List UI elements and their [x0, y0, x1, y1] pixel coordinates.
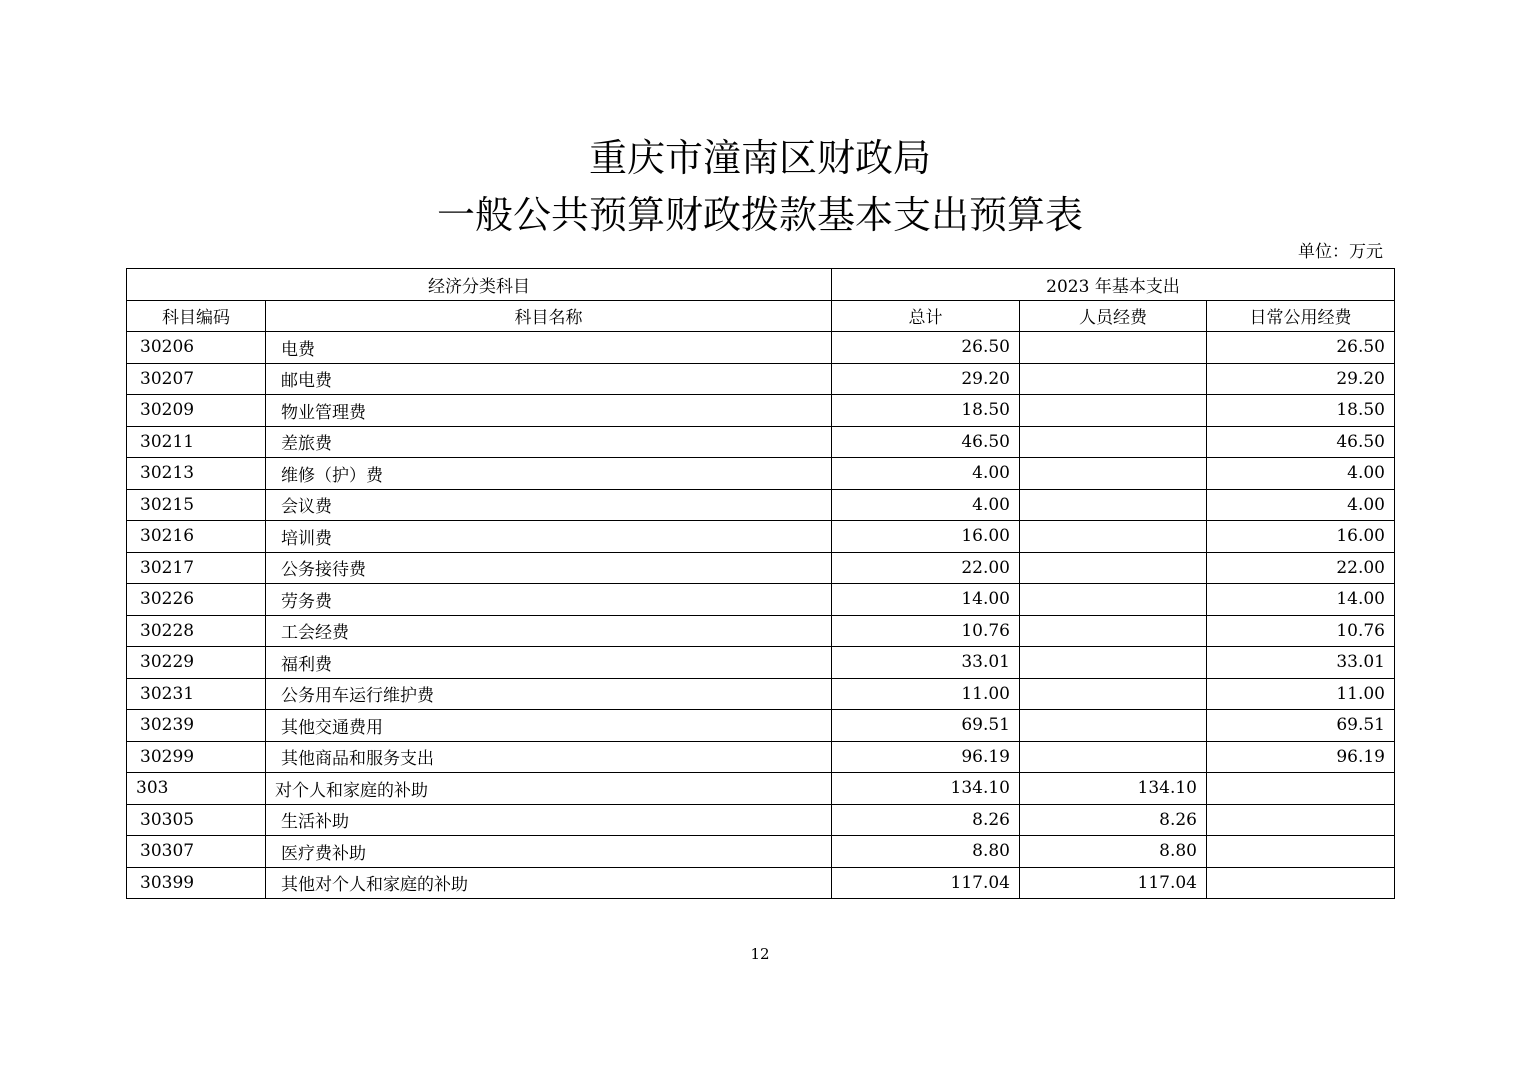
- table-row: [127, 647, 1395, 679]
- column-header-name: 科目名称: [266, 300, 832, 332]
- column-header-code: 科目编码: [127, 300, 266, 332]
- row-name: 工会经费: [266, 615, 832, 647]
- row-public: 22.00: [1207, 552, 1395, 584]
- row-code: 30215: [127, 489, 266, 521]
- row-code: 30206: [127, 332, 266, 364]
- row-name: 公务接待费: [266, 552, 832, 584]
- row-personnel: 8.80: [1020, 836, 1207, 868]
- row-personnel: [1020, 647, 1207, 679]
- budget-table: [126, 268, 1395, 899]
- row-personnel: [1020, 489, 1207, 521]
- table-row: [127, 458, 1395, 490]
- row-personnel: [1020, 521, 1207, 553]
- row-public: 18.50: [1207, 395, 1395, 427]
- row-code: 30209: [127, 395, 266, 427]
- row-total: 10.76: [832, 615, 1020, 647]
- row-personnel: [1020, 678, 1207, 710]
- row-public: 4.00: [1207, 458, 1395, 490]
- row-total: 69.51: [832, 710, 1020, 742]
- row-public: [1207, 804, 1395, 836]
- row-total: 16.00: [832, 521, 1020, 553]
- row-total: 134.10: [832, 773, 1020, 805]
- row-personnel: 134.10: [1020, 773, 1207, 805]
- row-name: 对个人和家庭的补助: [266, 773, 832, 805]
- page-title: 重庆市潼南区财政局: [588, 136, 931, 180]
- row-total: 33.01: [832, 647, 1020, 679]
- table-row: [127, 395, 1395, 427]
- row-public: [1207, 867, 1395, 899]
- row-total: 11.00: [832, 678, 1020, 710]
- row-personnel: [1020, 395, 1207, 427]
- row-public: [1207, 773, 1395, 805]
- row-total: 4.00: [832, 489, 1020, 521]
- row-code: 30229: [127, 647, 266, 679]
- row-total: 96.19: [832, 741, 1020, 773]
- row-public: 29.20: [1207, 363, 1395, 395]
- row-code: 30217: [127, 552, 266, 584]
- row-personnel: [1020, 552, 1207, 584]
- row-total: 26.50: [832, 332, 1020, 364]
- row-name: 其他商品和服务支出: [266, 741, 832, 773]
- row-code: 30299: [127, 741, 266, 773]
- row-personnel: [1020, 741, 1207, 773]
- row-name: 物业管理费: [266, 395, 832, 427]
- group-header-row: [127, 269, 1395, 301]
- row-public: 26.50: [1207, 332, 1395, 364]
- table-row: [127, 867, 1395, 899]
- row-public: 33.01: [1207, 647, 1395, 679]
- row-code: 30213: [127, 458, 266, 490]
- row-name: 会议费: [266, 489, 832, 521]
- row-personnel: [1020, 458, 1207, 490]
- row-personnel: 8.26: [1020, 804, 1207, 836]
- row-personnel: [1020, 332, 1207, 364]
- row-personnel: [1020, 710, 1207, 742]
- table-row: [127, 521, 1395, 553]
- column-header-personnel: 人员经费: [1020, 300, 1207, 332]
- row-code: 30399: [127, 867, 266, 899]
- row-name: 公务用车运行维护费: [266, 678, 832, 710]
- row-total: 4.00: [832, 458, 1020, 490]
- row-name: 医疗费补助: [266, 836, 832, 868]
- row-public: 14.00: [1207, 584, 1395, 616]
- row-name: 电费: [266, 332, 832, 364]
- row-total: 14.00: [832, 584, 1020, 616]
- table-row: [127, 489, 1395, 521]
- row-public: 46.50: [1207, 426, 1395, 458]
- row-name: 其他对个人和家庭的补助: [266, 867, 832, 899]
- table-row: [127, 552, 1395, 584]
- row-name: 生活补助: [266, 804, 832, 836]
- basic-expenditure-header: 2023 年基本支出: [832, 269, 1395, 301]
- row-total: 8.80: [832, 836, 1020, 868]
- row-personnel: [1020, 426, 1207, 458]
- unit-label: 单位：万元: [1298, 242, 1383, 262]
- table-row: [127, 426, 1395, 458]
- row-public: [1207, 836, 1395, 868]
- column-header-row: [127, 300, 1395, 332]
- table-row: [127, 332, 1395, 364]
- table-row: [127, 584, 1395, 616]
- row-name: 劳务费: [266, 584, 832, 616]
- row-code: 30307: [127, 836, 266, 868]
- table-row: [127, 836, 1395, 868]
- economic-category-header: 经济分类科目: [127, 269, 832, 301]
- table-row: [127, 773, 1395, 805]
- row-name: 差旅费: [266, 426, 832, 458]
- column-header-public: 日常公用经费: [1207, 300, 1395, 332]
- row-code: 30226: [127, 584, 266, 616]
- row-name: 维修（护）费: [266, 458, 832, 490]
- row-name: 其他交通费用: [266, 710, 832, 742]
- row-code: 30211: [127, 426, 266, 458]
- row-public: 96.19: [1207, 741, 1395, 773]
- table-row: [127, 363, 1395, 395]
- row-total: 8.26: [832, 804, 1020, 836]
- page-number: 12: [750, 945, 770, 963]
- table-row: [127, 710, 1395, 742]
- row-name: 培训费: [266, 521, 832, 553]
- row-public: 69.51: [1207, 710, 1395, 742]
- row-code: 30216: [127, 521, 266, 553]
- column-header-total: 总计: [832, 300, 1020, 332]
- row-personnel: [1020, 615, 1207, 647]
- row-total: 29.20: [832, 363, 1020, 395]
- row-total: 117.04: [832, 867, 1020, 899]
- table-row: [127, 804, 1395, 836]
- row-code: 30228: [127, 615, 266, 647]
- row-name: 邮电费: [266, 363, 832, 395]
- table-row: [127, 615, 1395, 647]
- row-code: 30207: [127, 363, 266, 395]
- row-total: 22.00: [832, 552, 1020, 584]
- row-code: 30239: [127, 710, 266, 742]
- row-public: 4.00: [1207, 489, 1395, 521]
- row-public: 16.00: [1207, 521, 1395, 553]
- row-code: 303: [127, 773, 266, 805]
- row-public: 11.00: [1207, 678, 1395, 710]
- row-personnel: [1020, 584, 1207, 616]
- row-public: 10.76: [1207, 615, 1395, 647]
- table-row: [127, 678, 1395, 710]
- row-total: 18.50: [832, 395, 1020, 427]
- page-subtitle: 一般公共预算财政拨款基本支出预算表: [436, 193, 1083, 237]
- row-personnel: 117.04: [1020, 867, 1207, 899]
- row-total: 46.50: [832, 426, 1020, 458]
- row-personnel: [1020, 363, 1207, 395]
- table-row: [127, 741, 1395, 773]
- row-name: 福利费: [266, 647, 832, 679]
- row-code: 30305: [127, 804, 266, 836]
- row-code: 30231: [127, 678, 266, 710]
